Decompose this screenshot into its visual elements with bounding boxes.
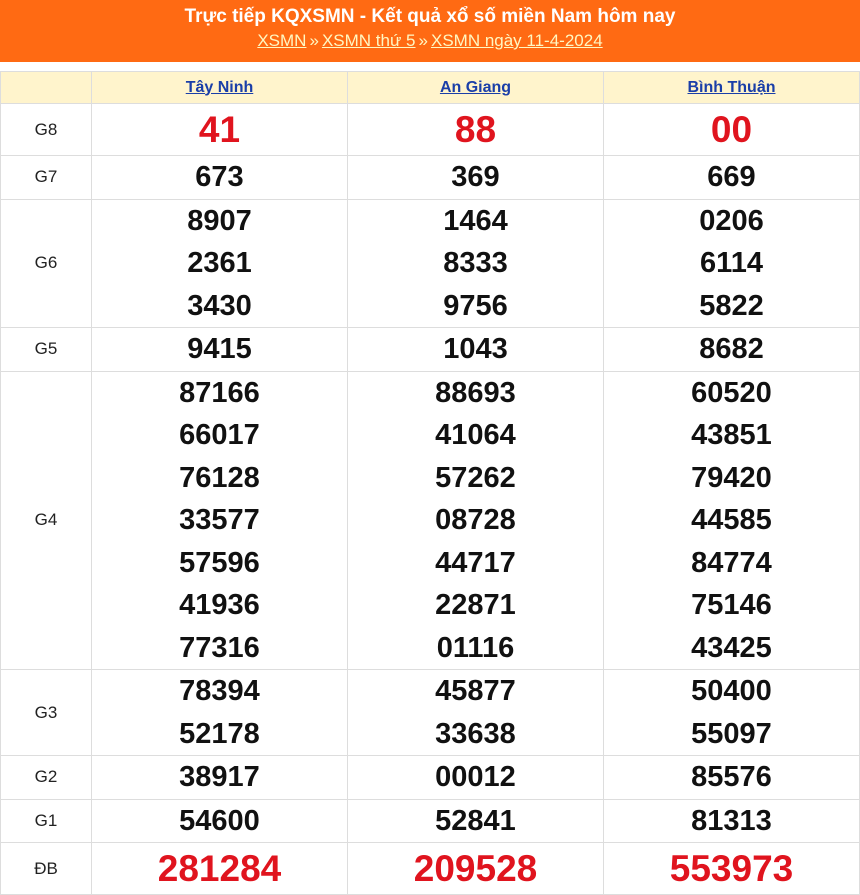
result-number: 75146 [691, 589, 772, 621]
result-cell [604, 156, 860, 200]
result-number: 52841 [435, 804, 516, 837]
prize-row [1, 756, 860, 800]
result-cell [92, 199, 348, 328]
result-cell [604, 199, 860, 328]
corner-cell [1, 72, 92, 104]
prize-label: G5 [1, 328, 92, 372]
result-number: 3430 [187, 289, 252, 322]
result-cell [604, 756, 860, 800]
result-number: 57596 [179, 546, 260, 579]
result-number: 88693 [435, 376, 516, 409]
result-cell [604, 670, 860, 756]
breadcrumb-xsmn[interactable]: XSMN [257, 31, 307, 50]
result-number: 81313 [691, 804, 772, 837]
result-number: 1464 [443, 204, 508, 237]
result-number: 9415 [187, 333, 252, 365]
province-header [92, 72, 348, 104]
result-number: 33577 [179, 504, 260, 536]
result-number: 369 [451, 161, 500, 193]
province-header [604, 72, 860, 104]
result-number: 78394 [179, 675, 260, 707]
prize-row [1, 843, 860, 895]
prize-row [1, 670, 860, 756]
result-number: 41064 [435, 419, 516, 451]
prize-row [1, 799, 860, 843]
result-cell [92, 843, 348, 895]
prize-label: ĐB [1, 843, 92, 895]
province-link-tay-ninh[interactable]: Tây Ninh [185, 78, 254, 96]
result-number: 281284 [157, 847, 282, 889]
result-number: 60520 [691, 376, 772, 409]
breadcrumb-separator: » [309, 31, 319, 50]
result-cell [92, 328, 348, 372]
result-number: 669 [707, 161, 756, 193]
result-number: 79420 [691, 461, 772, 494]
result-number: 6114 [700, 247, 763, 279]
prize-row [1, 328, 860, 372]
results-table [0, 71, 860, 895]
result-number: 553973 [669, 847, 794, 889]
result-number: 9756 [443, 289, 508, 322]
result-number: 77316 [179, 631, 260, 664]
result-cell [604, 371, 860, 670]
prize-row [1, 104, 860, 156]
prize-label: G1 [1, 799, 92, 843]
prize-label: G7 [1, 156, 92, 200]
result-number: 33638 [435, 717, 516, 750]
province-header [348, 72, 604, 104]
result-cell [604, 328, 860, 372]
prize-label: G3 [1, 670, 92, 756]
result-number: 00 [710, 108, 753, 150]
result-number: 84774 [691, 546, 772, 579]
result-number: 41936 [179, 589, 260, 621]
result-number: 44717 [435, 546, 516, 579]
result-number: 0206 [699, 204, 764, 237]
result-cell [604, 843, 860, 895]
result-number: 08728 [435, 504, 516, 536]
result-number: 673 [195, 161, 244, 193]
result-cell [92, 799, 348, 843]
province-link-an-giang[interactable]: An Giang [439, 78, 512, 96]
result-number: 54600 [179, 804, 260, 837]
breadcrumb-xsmn-thu-5[interactable]: XSMN thứ 5 [321, 31, 416, 50]
province-link-binh-thuan[interactable]: Bình Thuận [687, 78, 776, 96]
prize-label: G6 [1, 199, 92, 328]
result-number: 87166 [179, 376, 260, 409]
result-cell [92, 670, 348, 756]
result-cell [92, 104, 348, 156]
result-cell [348, 670, 604, 756]
result-number: 01116 [436, 631, 515, 664]
result-cell [604, 104, 860, 156]
result-number: 8682 [699, 333, 764, 365]
result-number: 22871 [435, 589, 516, 621]
prize-row [1, 371, 860, 670]
result-cell [348, 328, 604, 372]
result-cell [348, 104, 604, 156]
result-cell [604, 799, 860, 843]
result-number: 66017 [179, 419, 260, 451]
result-cell [348, 799, 604, 843]
result-number: 88 [454, 108, 497, 150]
prize-row [1, 199, 860, 328]
prize-label: G8 [1, 104, 92, 156]
province-header-row [1, 72, 860, 104]
result-number: 57262 [435, 461, 516, 494]
result-cell [348, 756, 604, 800]
result-cell [348, 156, 604, 200]
result-number: 1043 [443, 333, 508, 365]
result-number: 8907 [187, 204, 252, 237]
result-cell [348, 843, 604, 895]
result-number: 85576 [691, 761, 772, 793]
result-number: 43425 [691, 631, 772, 664]
result-number: 2361 [187, 247, 252, 279]
result-number: 50400 [691, 675, 772, 707]
prize-label: G4 [1, 371, 92, 670]
result-cell [92, 756, 348, 800]
result-number: 52178 [179, 717, 260, 750]
result-cell [92, 156, 348, 200]
result-number: 45877 [435, 675, 516, 707]
result-cell [348, 371, 604, 670]
prize-row [1, 156, 860, 200]
result-number: 55097 [691, 717, 772, 750]
prize-label: G2 [1, 756, 92, 800]
page-title: Trực tiếp KQXSMN - Kết quả xổ số miền Nam hôm nay [184, 6, 676, 27]
breadcrumb [0, 29, 860, 53]
result-number: 38917 [179, 761, 260, 793]
result-number: 43851 [691, 419, 772, 451]
page-header [0, 0, 860, 62]
result-cell [92, 371, 348, 670]
result-number: 5822 [699, 289, 764, 322]
result-number: 76128 [179, 461, 260, 494]
result-number: 44585 [691, 504, 772, 536]
result-number: 209528 [413, 847, 538, 889]
result-cell [348, 199, 604, 328]
breadcrumb-separator: » [418, 31, 428, 50]
result-number: 41 [198, 108, 241, 150]
result-number: 8333 [443, 247, 508, 279]
result-number: 00012 [435, 761, 516, 793]
breadcrumb-xsmn-date[interactable]: XSMN ngày 11-4-2024 [430, 31, 603, 50]
